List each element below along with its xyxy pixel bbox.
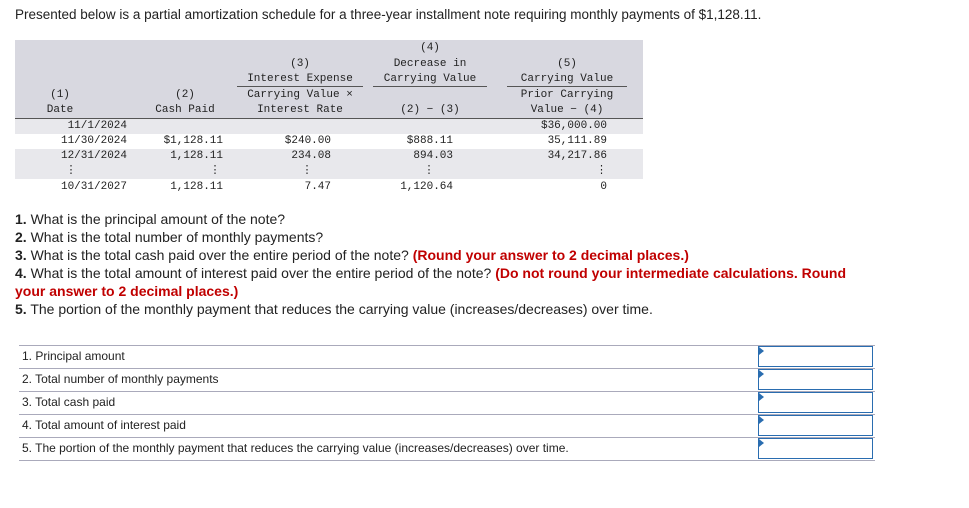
row-interest: 234.08 <box>291 150 331 162</box>
row-carrying: 35,111.89 <box>547 135 607 147</box>
question-instruction: your answer to 2 decimal places.) <box>15 283 239 299</box>
col2-header-num: (2) <box>175 89 195 101</box>
row-date: 11/1/2024 <box>67 120 127 132</box>
row-ellipsis: ⋮ <box>301 165 313 177</box>
answer-label: 2. Total number of monthly payments <box>22 372 219 386</box>
row-carrying: 34,217.86 <box>547 150 607 162</box>
question-instruction: (Do not round your intermediate calculations. Round <box>495 265 846 281</box>
question-instruction: (Round your answer to 2 decimal places.) <box>412 247 689 263</box>
question-5 <box>15 300 653 318</box>
question-text: What is the total number of monthly payments? <box>26 229 324 245</box>
answer-row <box>19 369 875 392</box>
col3-header-line1: Interest Expense <box>247 73 353 85</box>
col1-header-num: (1) <box>50 89 70 101</box>
question-text: The portion of the monthly payment that reduces the carrying value (increases/decreases) over time. <box>26 301 653 317</box>
answer-row <box>19 438 875 461</box>
problem-intro: Presented below is a partial amortization schedule for a three-year installment note requiring monthly payments of $1,128.11. <box>15 7 762 22</box>
input-marker-icon <box>759 370 764 378</box>
row-interest: $240.00 <box>284 135 331 147</box>
col5-header-line1: Carrying Value <box>520 73 614 85</box>
answer-table <box>19 345 875 461</box>
question-number: 2. <box>15 229 27 245</box>
monthly-payments-count-input[interactable] <box>758 369 873 390</box>
row-carrying: 0 <box>600 181 607 193</box>
question-4 <box>15 264 846 282</box>
row-ellipsis: ⋮ <box>65 165 77 177</box>
row-ellipsis: ⋮ <box>596 165 607 177</box>
question-1 <box>15 210 285 228</box>
row-decrease: 894.03 <box>413 150 453 162</box>
row-date: 10/31/2027 <box>60 181 127 193</box>
row-date: 12/31/2024 <box>60 150 127 162</box>
question-text: What is the total amount of interest paid over the entire period of the note? <box>26 265 496 281</box>
question-2 <box>15 228 323 246</box>
answer-row <box>19 392 875 415</box>
row-cash: 1,128.11 <box>170 181 223 193</box>
answer-row <box>19 345 875 369</box>
amortization-schedule <box>15 40 643 198</box>
row-date: 11/30/2024 <box>60 135 127 147</box>
question-text: What is the principal amount of the note? <box>26 211 286 227</box>
question-number: 4. <box>15 265 27 281</box>
row-decrease: 1,120.64 <box>400 181 453 193</box>
answer-label: 1. Principal amount <box>22 349 125 363</box>
total-cash-paid-input[interactable] <box>758 392 873 413</box>
col3-header-num: (3) <box>290 58 310 70</box>
row-cash: $1,128.11 <box>163 135 223 147</box>
question-text: What is the total cash paid over the entire period of the note? <box>26 247 413 263</box>
col4-header-line2: Carrying Value <box>383 73 477 85</box>
row-cash: 1,128.11 <box>170 150 223 162</box>
answer-label: 5. The portion of the monthly payment that reduces the carrying value (increases/decreases) over time. <box>22 441 569 455</box>
col4-header-line1: Decrease in <box>393 58 467 70</box>
input-marker-icon <box>759 416 764 424</box>
row-ellipsis: ⋮ <box>423 165 435 177</box>
answer-row <box>19 415 875 438</box>
col4-header-num: (4) <box>420 42 440 54</box>
question-number: 5. <box>15 301 27 317</box>
row-ellipsis: ⋮ <box>209 165 221 177</box>
col5-header-num: (5) <box>557 58 577 70</box>
col3-header-line2: Carrying Value × <box>247 89 353 101</box>
principal-amount-input[interactable] <box>758 346 873 367</box>
col3-header-line3: Interest Rate <box>257 104 343 116</box>
row-interest: 7.47 <box>304 181 331 193</box>
col4-header-line3: (2) − (3) <box>400 104 460 116</box>
col5-header-line3: Value − (4) <box>530 104 604 116</box>
row-carrying: $36,000.00 <box>540 120 607 132</box>
answer-label: 4. Total amount of interest paid <box>22 418 186 432</box>
question-3 <box>15 246 689 264</box>
question-number: 3. <box>15 247 27 263</box>
input-marker-icon <box>759 393 764 401</box>
total-interest-input[interactable] <box>758 415 873 436</box>
carrying-value-trend-input[interactable] <box>758 438 873 459</box>
row-decrease: $888.11 <box>406 135 453 147</box>
col5-header-line2: Prior Carrying <box>520 89 614 101</box>
question-number: 1. <box>15 211 27 227</box>
col2-header-label: Cash Paid <box>155 104 215 116</box>
question-4-continued <box>15 282 238 300</box>
input-marker-icon <box>759 347 764 355</box>
col1-header-label: Date <box>46 104 74 116</box>
input-marker-icon <box>759 439 764 447</box>
answer-label: 3. Total cash paid <box>22 395 116 409</box>
